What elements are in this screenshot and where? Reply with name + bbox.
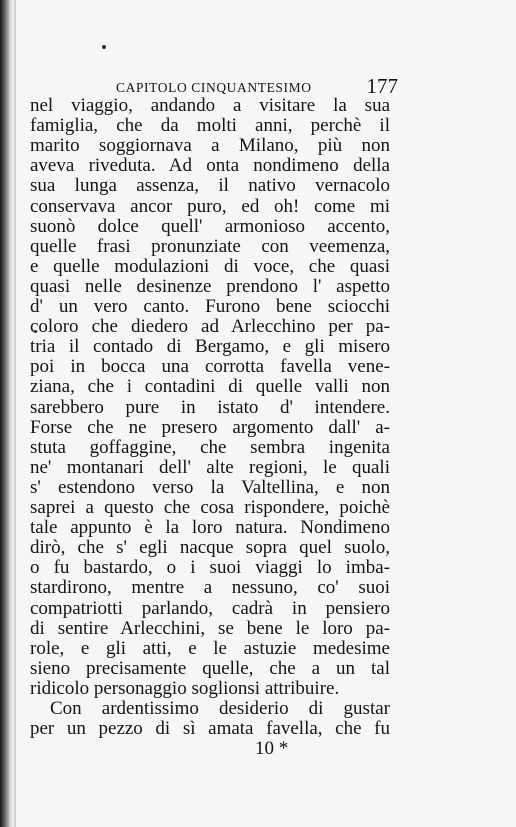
text-line: compatriotti parlando, cadrà in pensiero <box>30 597 390 619</box>
text-line: poi in bocca una corrotta favella vene- <box>30 356 390 378</box>
text-line: Con ardentissimo desiderio di gustar <box>50 698 390 719</box>
text-line: suonò dolce quell' armonioso accento, <box>30 215 390 237</box>
text-line: sua lunga assenza, il nativo vernacolo <box>30 175 390 197</box>
text-line: quasi nelle desinenze prendono l' aspetto <box>30 275 390 297</box>
text-line: nel viaggio, andando a visitare la sua <box>30 95 390 116</box>
text-line: tria il contado di Bergamo, e gli misero <box>30 336 390 358</box>
page-number: 177 <box>366 74 398 98</box>
text-line: stuta goffaggine, che sembra ingenita <box>30 436 390 458</box>
text-line: saprei a questo che cosa rispondere, poichè <box>30 497 390 518</box>
text-line: o fu bastardo, o i suoi viaggi lo imba- <box>30 557 390 579</box>
text-line: conservava ancor puro, ed oh! come mi <box>30 195 390 217</box>
text-line: aveva riveduta. Ad onta nondimeno della <box>30 155 390 177</box>
text-line: sarebbero pure in istato d' intendere. <box>30 396 390 418</box>
page-fold-line <box>14 0 16 827</box>
text-line: quelle frasi pronunziate con veemenza, <box>30 235 390 257</box>
text-line: s' estendono verso la Valtellina, e non <box>30 476 390 498</box>
text-line: ridicolo personaggio soglionsi attribuire. <box>30 677 340 699</box>
text-line: dirò, che s' egli nacque sopra quel suolo, <box>30 537 390 559</box>
signature-mark: 10 * <box>255 738 289 759</box>
text-line: d' un vero canto. Furono bene sciocchi <box>30 296 390 317</box>
text-line: ne' montanari dell' alte regioni, le quali <box>30 456 390 478</box>
body-text <box>30 94 390 744</box>
text-line: marito soggiornava a Milano, più non <box>30 135 390 157</box>
text-line: Forse che ne presero argomento dall' a- <box>30 416 390 438</box>
text-line: e quelle modulazioni di voce, che quasi <box>30 255 390 277</box>
text-line: famiglia, che da molti anni, perchè il <box>30 115 390 137</box>
text-line: ziana, che i contadini di quelle valli non <box>30 376 390 398</box>
text-line: sieno precisamente quelle, che a un tal <box>30 657 390 679</box>
text-line: role, e gli atti, e le astuzie medesime <box>30 637 390 659</box>
running-title: CAPITOLO CINQUANTESIMO <box>116 80 312 95</box>
text-line: tale appunto è la loro natura. Nondimeno <box>30 517 390 539</box>
text-line: stardirono, mentre a nessuno, co' suoi <box>30 577 390 599</box>
page-left-edge-shadow <box>0 0 14 827</box>
ink-speck <box>102 45 106 49</box>
text-line: per un pezzo di sì amata favella, che fu <box>30 718 390 740</box>
text-line: coloro che diedero ad Arlecchino per pa- <box>30 316 390 338</box>
text-line: di sentire Arlecchini, se bene le loro pa- <box>30 617 390 639</box>
